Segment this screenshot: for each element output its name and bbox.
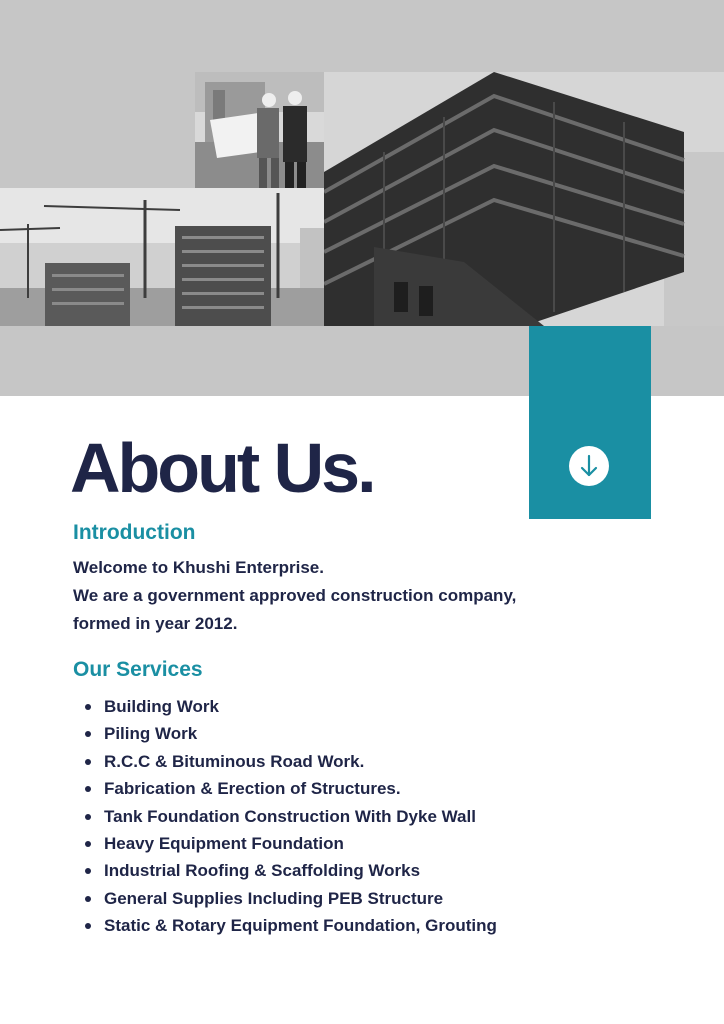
services-list — [73, 693, 633, 940]
list-item — [73, 830, 633, 857]
intro-line: formed in year 2012. — [73, 614, 238, 633]
photo-construction-cranes — [0, 188, 324, 326]
bullet-icon — [85, 731, 91, 737]
bullet-icon — [85, 868, 91, 874]
accent-block — [529, 326, 651, 519]
introduction-text — [73, 554, 633, 638]
introduction-heading: Introduction — [73, 521, 196, 544]
arrow-down-icon — [569, 446, 609, 486]
scroll-down-button[interactable] — [569, 446, 609, 486]
service-label: Building Work — [104, 697, 219, 716]
bullet-icon — [85, 841, 91, 847]
bullet-icon — [85, 704, 91, 710]
list-item — [73, 775, 633, 802]
intro-line: We are a government approved construction company, — [73, 586, 517, 605]
list-item — [73, 720, 633, 747]
service-label: Industrial Roofing & Scaffolding Works — [104, 861, 421, 881]
service-label: Heavy Equipment Foundation — [104, 833, 344, 853]
service-label: Piling Work — [104, 724, 198, 744]
bullet-icon — [85, 759, 91, 765]
photo-engineers — [195, 72, 324, 188]
services-heading: Our Services — [73, 658, 203, 681]
photo-modern-building — [324, 72, 724, 326]
list-item — [73, 803, 633, 830]
service-label: R.C.C & Bituminous Road Work. — [104, 751, 365, 771]
service-label: General Supplies Including PEB Structure — [104, 888, 444, 908]
list-item — [73, 748, 633, 775]
page-title: About Us. — [70, 429, 374, 507]
intro-line: Welcome to Khushi Enterprise. — [73, 558, 324, 577]
service-label: Static & Rotary Equipment Foundation, Grouting — [104, 916, 497, 936]
list-item — [73, 912, 633, 939]
bullet-icon — [85, 923, 91, 929]
bullet-icon — [85, 786, 91, 792]
service-label: Fabrication & Erection of Structures. — [104, 779, 401, 799]
bullet-icon — [85, 814, 91, 820]
service-label: Tank Foundation Construction With Dyke Wall — [104, 806, 476, 826]
list-item — [73, 857, 633, 884]
bullet-icon — [85, 896, 91, 902]
list-item — [73, 885, 633, 912]
list-item — [73, 693, 633, 720]
